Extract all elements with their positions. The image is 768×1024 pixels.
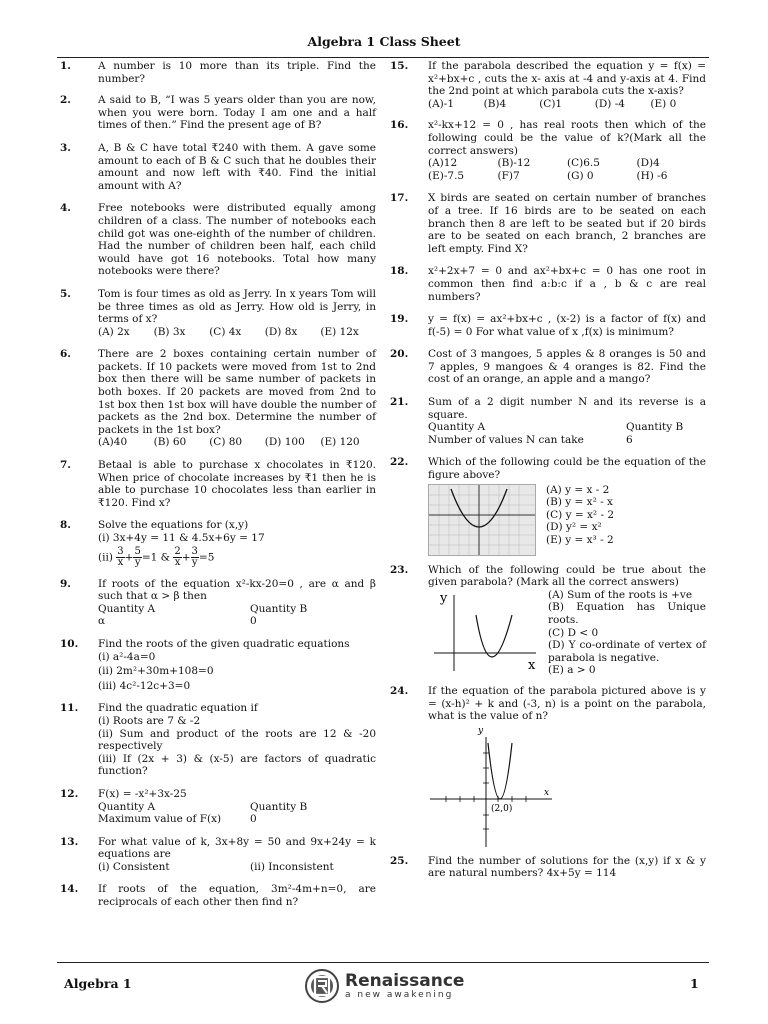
question-text: Find the quadratic equation if [98, 702, 258, 715]
question-text: For what value of k, 3x+8y = 50 and 9x+24y = k equations are [98, 835, 376, 861]
quantity-a-label: Quantity A [98, 800, 156, 813]
question-number: 25. [390, 854, 409, 867]
quantity-b-value: 0 [250, 615, 257, 628]
question-text: A said to B, “I was 5 years older than you are now, when you were born. Today I am one and a half times of then.” Find the present age of B? [98, 94, 376, 132]
option: (E) y = x³ - 2 [546, 534, 614, 546]
numerator: 3 [117, 545, 124, 557]
fraction [173, 547, 181, 568]
sub-question: (ii) 2m²+30m+108=0 [98, 665, 214, 678]
question-number: 2. [60, 94, 71, 107]
question-number: 19. [390, 313, 409, 326]
question-14 [60, 883, 376, 908]
denominator: x [174, 556, 181, 568]
option: (E) 120 [320, 436, 360, 449]
question-number: 4. [60, 202, 71, 215]
question-15 [390, 60, 706, 110]
parabola-curve [488, 743, 512, 799]
quantity-b-label: Quantity B [250, 800, 308, 813]
question-number: 14. [60, 883, 79, 896]
question-number: 18. [390, 265, 409, 278]
sub-question: (ii) Inconsistent [250, 860, 334, 873]
question-8 [60, 519, 376, 567]
option: (C)6.5 [567, 157, 600, 170]
operator: + [181, 551, 191, 564]
question-text: x²+2x+7 = 0 and ax²+bx+c = 0 has one root in common then find a:b:c if a , b & c are real numbers? [428, 265, 706, 303]
point-label: (2,0) [491, 803, 513, 814]
option: (D) 8x [264, 325, 298, 338]
question-number: 8. [60, 519, 71, 532]
question-22 [390, 456, 706, 555]
option: (H) -6 [636, 169, 668, 182]
page-number: 1 [690, 976, 699, 991]
quantity-b-value: 6 [626, 433, 633, 446]
option: (A)-1 [428, 97, 455, 110]
question-text: Free notebooks were distributed equally among children of a class. The number of notebooks each child got was one-eighth of the number of children. Had the number of children been half, each child would have got 16 notebooks. Total how many notebooks were there? [98, 202, 376, 278]
question-text: Cost of 3 mangoes, 5 apples & 8 oranges is 50 and 7 apples, 9 mangoes & 4 oranges is 82. Find the cost of an orange, an apple and a mango? [428, 348, 706, 386]
quantity-b-label: Quantity B [250, 602, 308, 615]
question-number: 21. [390, 396, 409, 409]
option: (A)12 [428, 157, 458, 170]
question-text: y = f(x) = ax²+bx+c , (x-2) is a factor of f(x) and f(-5) = 0 For what value of x ,f(x) is minimum? [428, 313, 706, 338]
quantity-a-label: Quantity A [98, 602, 156, 615]
header-rule [57, 57, 709, 58]
question-text: F(x) = -x²+3x-25 [98, 787, 187, 800]
options [546, 484, 706, 556]
option: (C) 80 [209, 436, 243, 449]
quantity-values [428, 434, 706, 447]
question-number: 24. [390, 684, 409, 697]
question-text: If roots of the equation, 3m²-4m+n=0, are reciprocals of each other then find n? [98, 883, 376, 909]
question-text: X birds are seated on certain number of branches of a tree. If 16 birds are to be seated on each branch then 8 are left to be seated but if 20 birds are to be seated on each branch, 2 branches are left empty. Find X? [428, 192, 706, 255]
page-title: Algebra 1 Class Sheet [307, 34, 461, 49]
question-17 [390, 192, 706, 255]
question-text: x²-kx+12 = 0 , has real roots then which of the following could be the value of k?(Mark all the correct answers) [428, 119, 706, 157]
fraction [116, 547, 124, 568]
question-text: If roots of the equation x²-kx-20=0 , are α and β such that α > β then [98, 577, 376, 603]
footer-subject: Algebra 1 [64, 976, 132, 991]
sub-question: (i) Consistent [98, 860, 170, 873]
quantity-b-label: Quantity B [626, 421, 684, 434]
operator: =5 [198, 551, 215, 564]
option: (C)1 [539, 97, 563, 110]
question-20 [390, 348, 706, 386]
denominator: y [134, 556, 141, 568]
question-9 [60, 578, 376, 628]
question-number: 13. [60, 835, 79, 848]
option: (B)-12 [497, 157, 531, 170]
sub-question: (i) a²-4a=0 [98, 650, 156, 663]
parabola-figure [428, 484, 536, 556]
question-text: Which of the following could be the equation of the figure above? [428, 456, 706, 482]
denominator: y [191, 556, 198, 568]
question-11 [60, 702, 376, 778]
quantity-header [428, 421, 706, 434]
options-row-2 [428, 170, 706, 183]
options [428, 98, 706, 111]
option: (A) Sum of the roots is +ve [548, 588, 693, 601]
sub-label: (ii) [98, 551, 113, 564]
question-3 [60, 142, 376, 192]
option: (D) -4 [594, 97, 625, 110]
quantity-b-value: 0 [250, 813, 257, 826]
equation-pair-1: (i) 3x+4y = 11 & 4.5x+6y = 17 [98, 532, 265, 544]
operator: =1 & [141, 551, 170, 564]
question-16 [390, 119, 706, 182]
question-25 [390, 855, 706, 880]
option: (C) y = x² - 2 [546, 508, 615, 521]
question-text: Betaal is able to purchase x chocolates in ₹120. When price of chocolate increases by ₹1 then he is able to purchase 10 chocolates less than earlier in ₹120. Find x? [98, 459, 376, 509]
parabola-curve [476, 615, 512, 657]
footer-rule [57, 962, 709, 963]
option: (C) D < 0 [548, 626, 599, 639]
right-column [390, 60, 706, 889]
question-number: 20. [390, 348, 409, 361]
option: (A) y = x - 2 [546, 483, 610, 496]
question-text: Solve the equations for (x,y) [98, 519, 249, 532]
quantity-a-value: α [98, 615, 106, 628]
operator: + [124, 551, 134, 564]
brand-logo [304, 968, 464, 1004]
option: (D) y² = x² [546, 521, 602, 534]
question-24 [390, 685, 706, 849]
sub-questions [98, 861, 376, 874]
question-number: 16. [390, 119, 409, 132]
question-number: 23. [390, 563, 409, 576]
question-number: 12. [60, 787, 79, 800]
quantity-header [98, 603, 376, 616]
option: (G) 0 [567, 169, 594, 182]
question-number: 5. [60, 287, 71, 300]
question-number: 7. [60, 459, 71, 472]
option: (E) 0 [650, 97, 677, 110]
question-4 [60, 202, 376, 278]
options-row-1 [428, 157, 706, 170]
option: (E)-7.5 [428, 169, 465, 182]
parabola-figure [428, 589, 544, 675]
question-number: 22. [390, 456, 409, 469]
quantity-a-value: Number of values N can take [428, 433, 584, 446]
fraction [133, 547, 141, 568]
question-6 [60, 348, 376, 449]
question-13 [60, 836, 376, 874]
quantity-values [98, 813, 376, 826]
option: (D)4 [636, 157, 660, 170]
question-number: 15. [390, 60, 409, 72]
x-axis-label: x [528, 657, 536, 673]
sub-question: (iii) 4c²-12c+3=0 [98, 679, 191, 692]
options [98, 326, 376, 339]
quantity-values [98, 615, 376, 628]
question-text: Sum of a 2 digit number N and its reverse is a square. [428, 396, 706, 421]
question-text: Find the roots of the given quadratic equations [98, 637, 350, 650]
fraction [191, 547, 199, 568]
numerator: 2 [174, 545, 181, 557]
option: (F)7 [497, 169, 520, 182]
question-10 [60, 638, 376, 692]
option: (E) a > 0 [548, 664, 596, 677]
question-number: 1. [60, 60, 71, 72]
y-axis-label: y [440, 590, 448, 606]
option: (B)4 [483, 97, 507, 110]
question-21 [390, 396, 706, 446]
option: (B) 3x [153, 325, 186, 338]
question-number: 17. [390, 192, 409, 205]
question-text: If the equation of the parabola pictured above is y = (x-h)² + k and (-3, n) is a point on the parabola, what is the value of n? [428, 684, 706, 723]
numerator: 3 [191, 545, 198, 557]
question-7 [60, 459, 376, 509]
question-text: If the parabola described the equation y = f(x) = x²+bx+c , cuts the x- axis at -4 and y-axis at 4. Find the 2nd point at which parabola cuts the x-axis? [428, 60, 706, 98]
denominator: x [117, 556, 124, 568]
logo-emblem-icon [304, 968, 340, 1004]
options [548, 589, 706, 677]
option: (D) 100 [264, 436, 305, 449]
question-19 [390, 313, 706, 338]
question-text: A, B & C have total ₹240 with them. A gave some amount to each of B & C such that he doubles their amount and now left with ₹40. Find the initial amount with A? [98, 141, 376, 192]
option: (D) Y co-ordinate of vertex of parabola is negative. [548, 639, 706, 664]
brand-name: Renaissance [345, 971, 465, 991]
question-18 [390, 265, 706, 303]
y-axis-label: y [478, 725, 484, 736]
quantity-a-label: Quantity A [428, 421, 486, 434]
option: (C) 4x [209, 325, 242, 338]
quantity-header [98, 801, 376, 814]
question-text: A number is 10 more than its triple. Find the number? [98, 60, 376, 85]
option: (B) 60 [153, 436, 187, 449]
question-23 [390, 564, 706, 677]
equation-pair-2 [98, 547, 376, 568]
option: (E) 12x [320, 325, 359, 338]
left-column [60, 60, 376, 918]
grid [429, 485, 535, 555]
question-number: 3. [60, 141, 71, 154]
option: (A) 2x [98, 325, 130, 338]
question-number: 11. [60, 702, 79, 715]
x-axis-label: x [544, 787, 550, 798]
option: (A)40 [98, 436, 128, 449]
numerator: 5 [134, 545, 141, 557]
question-text: Tom is four times as old as Jerry. In x years Tom will be three times as old as Jerry. How old is Jerry, in terms of x? [98, 287, 376, 326]
question-5 [60, 288, 376, 338]
question-number: 10. [60, 637, 79, 650]
parabola-figure [428, 723, 558, 849]
brand-tagline: a new awakening [345, 990, 454, 1000]
question-12 [60, 788, 376, 826]
option: (B) Equation has Unique roots. [548, 601, 706, 626]
question-text: Find the number of solutions for the (x,y) if x & y are natural numbers? 4x+5y = 114 [428, 854, 706, 880]
sub-question: (iii) If (2x + 3) & (x-5) are factors of quadratic function? [98, 752, 376, 778]
question-2 [60, 94, 376, 132]
option: (B) y = x² - x [546, 496, 613, 509]
quantity-a-value: Maximum value of F(x) [98, 813, 222, 826]
question-number: 9. [60, 577, 71, 590]
sub-question: (i) Roots are 7 & -2 [98, 714, 201, 727]
question-number: 6. [60, 348, 71, 361]
options [98, 436, 376, 449]
question-text: There are 2 boxes containing certain number of packets. If 10 packets were moved from 1st to 2nd box then there will be same number of packets in both boxes. If 20 packets are moved from 2nd to 1st box then 1st box will have double the number of packets as the 2nd box. Determine the number of packets in the 1st box? [98, 348, 376, 436]
sub-question: (ii) Sum and product of the roots are 12 & -20 respectively [98, 727, 376, 753]
question-1 [60, 60, 376, 85]
question-text: Which of the following could be true about the given parabola? (Mark all the correct answers) [428, 563, 706, 589]
